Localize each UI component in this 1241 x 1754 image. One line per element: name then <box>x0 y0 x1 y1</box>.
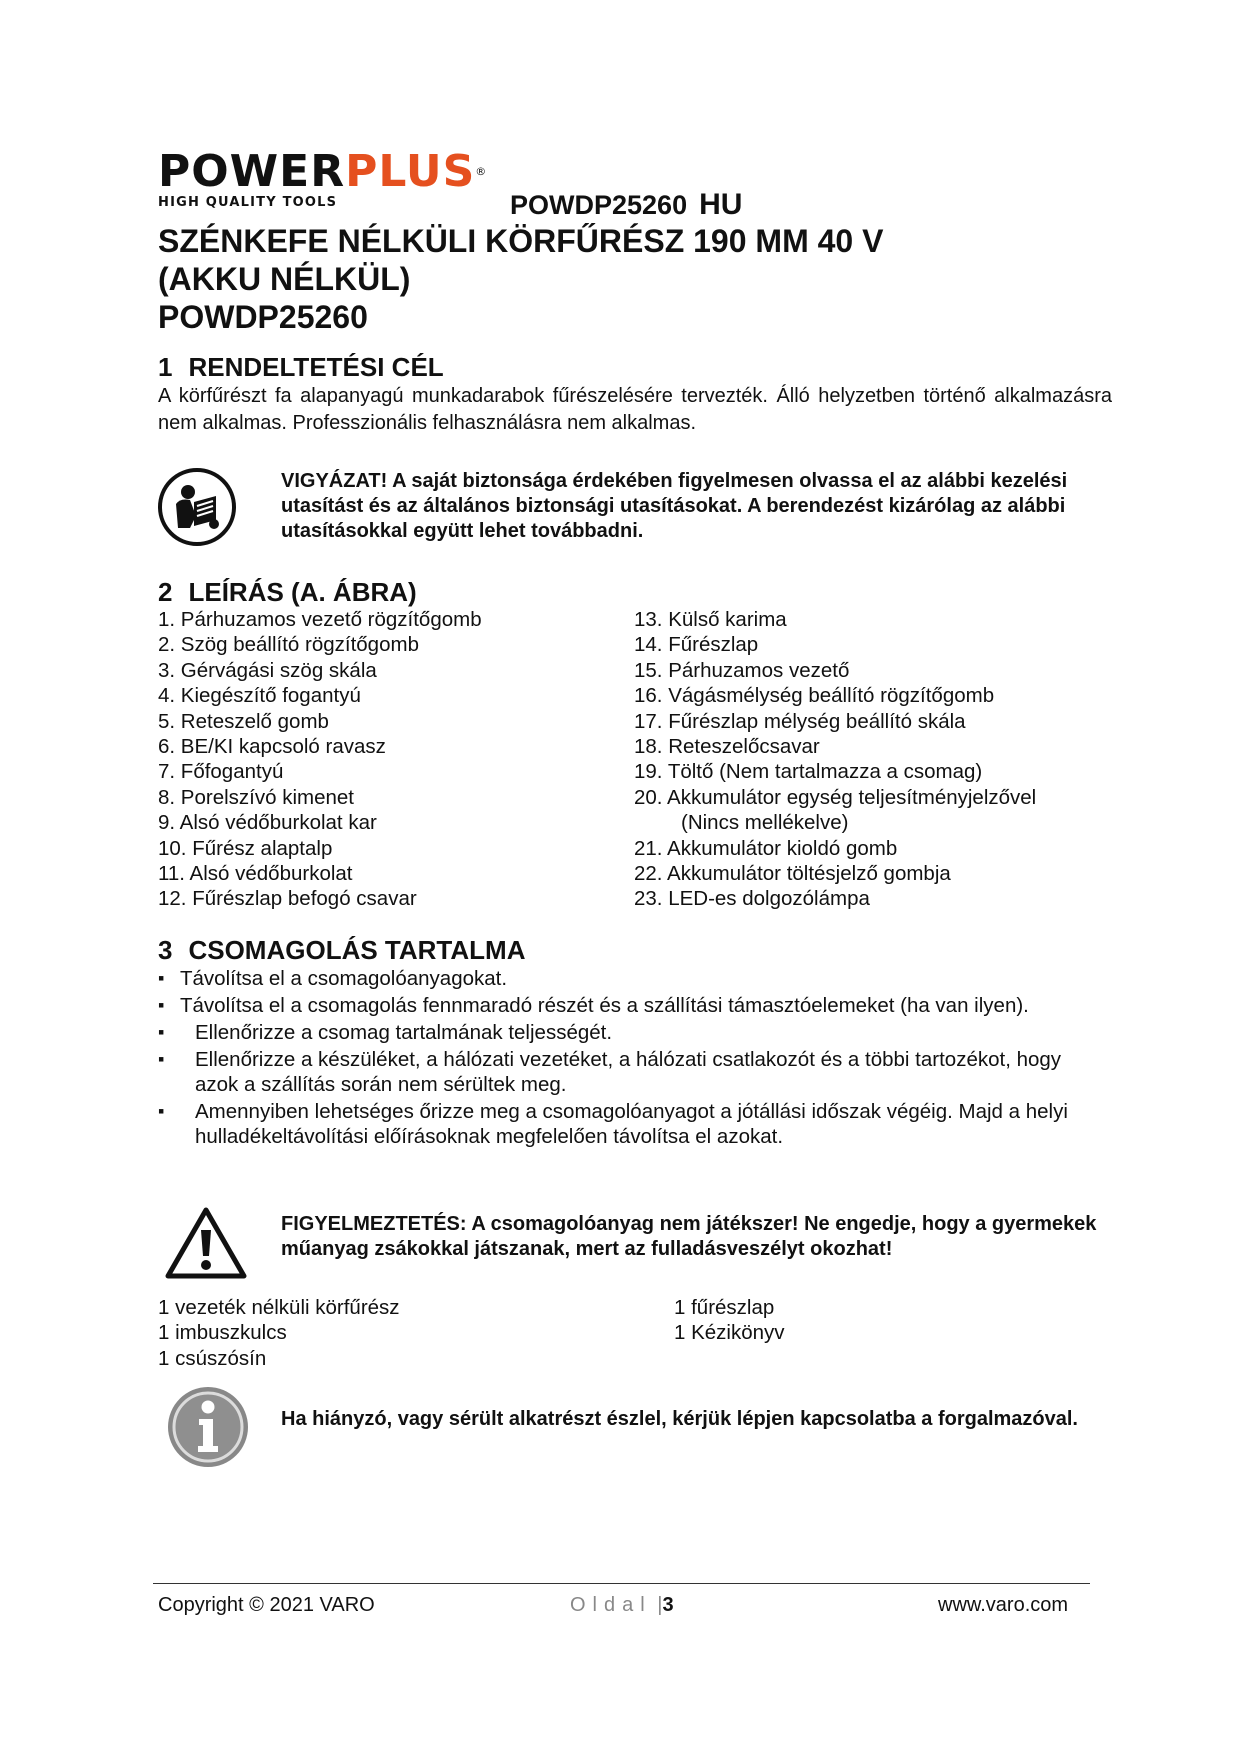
title-line: POWDP25260 <box>158 299 368 335</box>
brand-logo <box>158 146 498 210</box>
parts-list-right <box>634 607 1036 912</box>
list-item: 1 csúszósín <box>158 1346 267 1370</box>
list-item: ▪ Amennyiben lehetséges őrizze meg a csomagolóanyagot a jótállási időszak végéig. Majd a helyi hulladékeltávolítási előírásoknak megfelelően távolítsa el azokat. <box>158 1099 1088 1149</box>
footer-website[interactable]: www.varo.com <box>938 1594 1069 1616</box>
list-item: 18. Reteszelőcsavar <box>634 735 820 759</box>
list-item: 14. Fűrészlap <box>634 633 759 657</box>
list-item: 9. Alsó védőburkolat kar <box>158 811 377 835</box>
packaging-steps <box>158 966 1088 1151</box>
list-item: 17. Fűrészlap mélység beállító skála <box>634 709 966 733</box>
list-item: 1 Kézikönyv <box>674 1321 785 1345</box>
document-title <box>158 222 883 336</box>
list-item: 13. Külső karima <box>634 608 787 631</box>
logo-registered-mark: ® <box>475 165 488 178</box>
list-item: ▪ Távolítsa el a csomagolóanyagokat. <box>158 966 1088 991</box>
list-item: 10. Fűrész alaptalp <box>158 836 333 860</box>
section-heading-1: 1 RENDELTETÉSI CÉL <box>158 352 444 382</box>
title-line: SZÉNKEFE NÉLKÜLI KÖRFŰRÉSZ 190 MM 40 V <box>158 223 884 259</box>
page-label: Oldal <box>570 1594 652 1616</box>
parts-list-left <box>158 607 482 912</box>
title-line: (AKKU NÉLKÜL) <box>158 261 411 297</box>
list-item: 1. Párhuzamos vezető rögzítőgomb <box>158 608 482 631</box>
list-item: 5. Reteszelő gomb <box>158 709 329 733</box>
list-item: 7. Főfogantyú <box>158 760 284 784</box>
info-note: Ha hiányzó, vagy sérült alkatrészt észlel, kérjük lépjen kapcsolatba a forgalmazóval. <box>281 1408 1078 1430</box>
list-item: 12. Fűrészlap befogó csavar <box>158 887 417 911</box>
footer-copyright: Copyright © 2021 VARO <box>158 1594 375 1616</box>
package-contents-left <box>158 1295 400 1371</box>
list-item: 11. Alsó védőburkolat <box>158 862 353 886</box>
logo-tagline: HIGH QUALITY TOOLS <box>158 195 338 210</box>
page-separator: | <box>657 1594 663 1616</box>
logo-wordmark <box>158 146 498 197</box>
footer-page <box>570 1594 674 1617</box>
list-item: 22. Akkumulátor töltésjelző gombja <box>634 862 951 886</box>
list-item: 16. Vágásmélység beállító rögzítőgomb <box>634 684 995 708</box>
list-item: 1 fűrészlap <box>674 1296 775 1319</box>
section-heading-2: 2 LEÍRÁS (A. ÁBRA) <box>158 577 417 607</box>
section1-body: A körfűrészt fa alapanyagú munkadarabok fűrészelésére tervezték. Álló helyzetben történő alkalmazásra nem alkalmas. Professzionális felhasználásra nem alkalmas. <box>158 385 1112 434</box>
list-item: 20. Akkumulátor egység teljesítményjelzővel <box>634 785 1037 809</box>
list-item: 8. Porelszívó kimenet <box>158 785 354 809</box>
list-item: 6. BE/KI kapcsoló ravasz <box>158 735 386 759</box>
list-item: 3. Gérvágási szög skála <box>158 658 377 682</box>
list-item: ▪ Távolítsa el a csomagolás fennmaradó részét és a szállítási támasztóelemeket (ha van ilyen). <box>158 993 1088 1018</box>
list-item: 1 imbuszkulcs <box>158 1321 287 1345</box>
list-item: 1 vezeték nélküli körfűrész <box>158 1296 400 1319</box>
info-icon <box>165 1384 251 1470</box>
safety-warning: VIGYÁZAT! A saját biztonsága érdekében figyelmesen olvassa el az alábbi kezelési utasítást és az általános biztonsági utasításokat. A berendezést kizárólag az alábbi utasításokkal együtt lehet továbbadni. <box>281 470 1068 542</box>
package-contents-right <box>674 1295 785 1346</box>
footer-divider <box>153 1583 1090 1584</box>
page-number: 3 <box>662 1594 674 1616</box>
section-heading-3: 3 CSOMAGOLÁS TARTALMA <box>158 935 526 965</box>
packaging-warning: FIGYELMEZTETÉS: A csomagolóanyag nem játékszer! Ne engedje, hogy a gyermekek műanyag zsákokkal játszanak, mert az fulladásveszélyt okozhat! <box>281 1213 1097 1260</box>
list-item: ▪ Ellenőrizze a készüléket, a hálózati vezetéket, a hálózati csatlakozót és a többi tartozékot, hogy azok a szállítás során nem sérültek meg. <box>158 1047 1088 1097</box>
list-item: 2. Szög beállító rögzítőgomb <box>158 633 419 657</box>
model-code: POWDP25260 <box>510 190 688 220</box>
list-item: 23. LED-es dolgozólámpa <box>634 887 870 911</box>
list-item: 4. Kiegészítő fogantyú <box>158 684 361 708</box>
list-item: 21. Akkumulátor kioldó gomb <box>634 836 898 860</box>
logo-power-text: POWER <box>158 146 346 197</box>
list-item: (Nincs mellékelve) <box>681 811 849 835</box>
list-item: ▪ Ellenőrizze a csomag tartalmának teljességét. <box>158 1020 1088 1045</box>
logo-plus-text: PLUS <box>345 146 476 197</box>
list-item: 15. Párhuzamos vezető <box>634 658 850 682</box>
read-manual-icon <box>156 466 238 548</box>
warning-triangle-icon <box>164 1206 248 1280</box>
list-item: 19. Töltő (Nem tartalmazza a csomag) <box>634 760 983 784</box>
language-code: HU <box>699 188 743 221</box>
model-header <box>510 188 742 222</box>
